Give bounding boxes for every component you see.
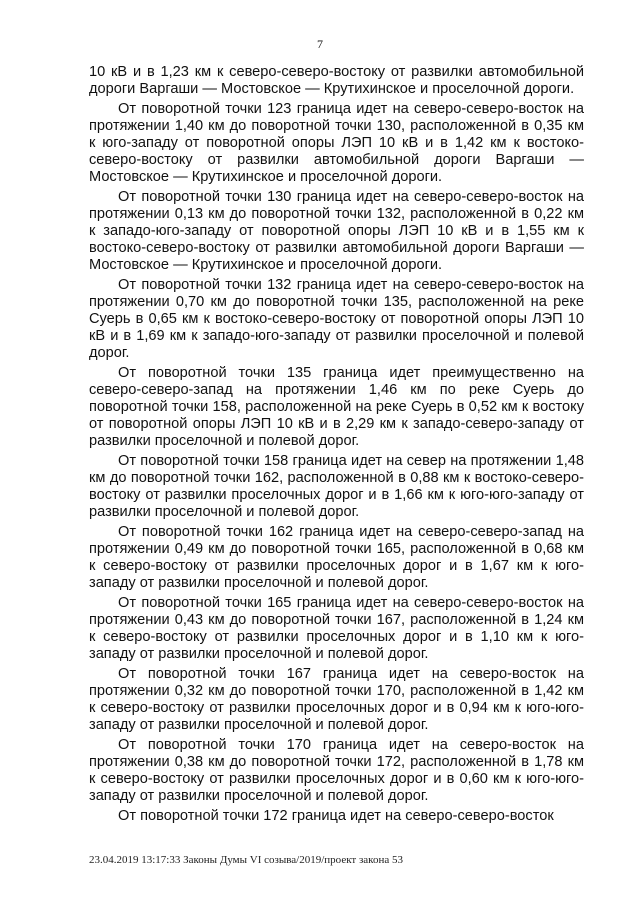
footer-stamp: 23.04.2019 13:17:33 Законы Думы VI созыва/2019/проект закона 53 — [89, 854, 403, 866]
paragraph: От поворотной точки 132 граница идет на северо-северо-восток на протяжении 0,70 км до поворотной точки 135, расположенной на реке Суерь в 0,65 км к востоко-северо-востоку от поворотной опоры ЛЭП 10 кВ и в 1,69 км к западо-юго-западу от развилки проселочной и полевой дорог. — [89, 277, 584, 361]
paragraph: От поворотной точки 162 граница идет на северо-северо-запад на протяжении 0,49 км до поворотной точки 165, расположенной в 0,68 км к северо-востоку от развилки проселочных дорог и в 1,67 км к юго-западу от развилки проселочной и полевой дорог. — [89, 524, 584, 591]
paragraph: От поворотной точки 123 граница идет на северо-северо-восток на протяжении 1,40 км до поворотной точки 130, расположенной в 0,35 км к юго-западу от поворотной опоры ЛЭП 10 кВ и в 1,42 км к востоко-северо-востоку от развилки автомобильной дороги Варгаши — Мостовское — Крутихинское и проселочной дороги. — [89, 101, 584, 185]
paragraph: От поворотной точки 170 граница идет на северо-восток на протяжении 0,38 км до поворотной точки 172, расположенной в 1,78 км к северо-востоку от развилки проселочных дорог и в 0,60 км к юго-юго-западу от развилки проселочной и полевой дорог. — [89, 737, 584, 804]
paragraph: 10 кВ и в 1,23 км к северо-северо-востоку от развилки автомобильной дороги Варгаши — Мостовское — Крутихинское и проселочной дороги. — [89, 64, 584, 97]
paragraph: От поворотной точки 172 граница идет на северо-северо-восток — [118, 808, 554, 824]
page-number: 7 — [317, 37, 323, 51]
paragraph: От поворотной точки 158 граница идет на север на протяжении 1,48 км до поворотной точки 162, расположенной в 0,88 км к востоко-северо-востоку от развилки проселочных дорог и в 1,66 км к юго-юго-западу от развилки проселочной и полевой дорог. — [89, 453, 584, 520]
paragraph: От поворотной точки 130 граница идет на северо-северо-восток на протяжении 0,13 км до поворотной точки 132, расположенной в 0,22 км к западо-юго-западу от поворотной опоры ЛЭП 10 кВ и в 1,55 км к востоко-северо-востоку от развилки автомобильной дороги Варгаши — Мостовское — Крутихинское и проселочной дороги. — [89, 189, 584, 273]
document-body — [89, 64, 584, 828]
paragraph: От поворотной точки 167 граница идет на северо-восток на протяжении 0,32 км до поворотной точки 170, расположенной в 1,42 км к северо-востоку от развилки проселочных дорог и в 0,94 км к юго-юго-западу от развилки проселочной и полевой дорог. — [89, 666, 584, 733]
paragraph: От поворотной точки 135 граница идет преимущественно на северо-северо-запад на протяжении 1,46 км по реке Суерь до поворотной точки 158, расположенной на реке Суерь в 0,52 км к востоку от поворотной опоры ЛЭП 10 кВ и в 2,29 км к западо-северо-западу от развилки проселочной и полевой дорог. — [89, 365, 584, 449]
paragraph: От поворотной точки 165 граница идет на северо-северо-восток на протяжении 0,43 км до поворотной точки 167, расположенной в 1,24 км к северо-востоку от развилки проселочных дорог и в 1,10 км к юго-западу от развилки проселочной и полевой дорог. — [89, 595, 584, 662]
